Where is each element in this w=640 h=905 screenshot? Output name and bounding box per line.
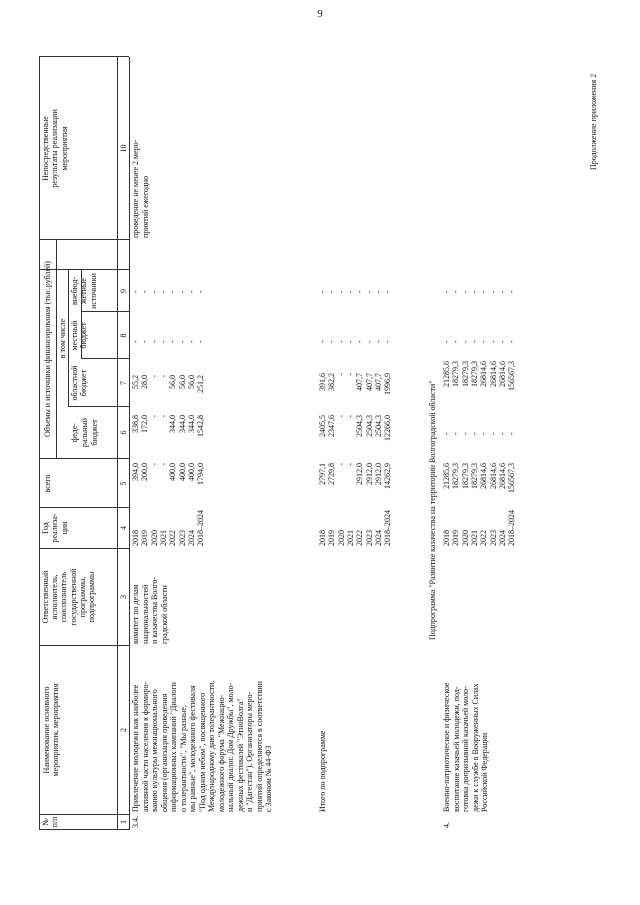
- local-values: - - - - - - - -: [131, 340, 206, 343]
- col-number: 9: [119, 289, 128, 293]
- offbudget-values: - - - - - - - -: [318, 290, 393, 293]
- header-offbudget: внебюд- жетные источники: [70, 273, 98, 309]
- header-federal: феде- ральный бюджет: [70, 417, 99, 448]
- col-number: 4: [119, 526, 128, 530]
- col-number: 1: [119, 820, 128, 824]
- grid-line: [68, 270, 69, 407]
- total-values: 2797,1 2729,8 - - 2912,0 2912,0 2912,0 14262,9: [318, 463, 393, 489]
- header-name: Наименование основного мероприятия, мероприятия: [42, 683, 61, 777]
- local-values: - - - - - - - -: [442, 340, 517, 343]
- header-including: в том числе: [58, 318, 67, 359]
- header-local: местный бюджет: [70, 320, 89, 351]
- header-funding: Объемы и источники финансирования (тыс.рублей): [43, 261, 52, 437]
- row-number: 4.: [442, 822, 451, 828]
- header-executor: Ответственный исполнитель, соисполнитель государственной программы, подпрограммы: [41, 568, 97, 626]
- col-number: 7: [119, 381, 128, 385]
- executor: комитет по делам национальностей и казачества Волго- градской области: [131, 577, 169, 644]
- header-no: № п/п: [41, 816, 60, 828]
- col-number: 8: [119, 333, 128, 338]
- years-list: 2018 2019 2020 2021 2022 2023 2024 2018–2024: [442, 510, 517, 546]
- regional-values: 55,2 28,0 - - 56,0 56,0 56,0 251,2: [131, 375, 206, 393]
- local-values: - - - - - - - -: [318, 340, 393, 343]
- federal-values: 338,8 172,0 - - 344,0 344,0 344,0 1542,8: [131, 415, 206, 437]
- regional-values: 391,6 382,2 - - 407,7 407,7 407,7 1996,9: [318, 373, 393, 395]
- years-list: 2018 2019 2020 2021 2022 2023 2024 2018–2024: [131, 510, 206, 546]
- grid-line: [56, 240, 57, 459]
- years-list: 2018 2019 2020 2021 2022 2023 2024 2018–2024: [318, 510, 393, 546]
- regional-values: 21285,6 18279,3 18279,3 18279,3 26814,6 26814,6 26814,6 156567,3: [442, 361, 517, 391]
- col-number: 2: [119, 728, 128, 732]
- col-number: 5: [119, 481, 128, 486]
- header-total: всего: [43, 474, 52, 493]
- row-number: 3.4.: [131, 816, 140, 828]
- total-values: 394,0 200,0 - - 400,0 400,0 400,0 1794,0: [131, 463, 206, 485]
- measure-name: Военно-патриотическое и физическое воспитание казачьей молодежи, под- готовка допризывной казачьей моло- дежи к службе в Вооруженных Силах Российской Федерации: [442, 682, 489, 812]
- measure-name: Привлечение молодежи как наиболее активной части населения к формиро- ванию культуры межнационального общения (организация проведения информационных кампаний "Диалоги о толерантности", "Мы разные, мы равные", молодежного фестиваля "Под одним небом", посвященного Международному дню толерантности, молодежного форума "Межнацио- нальный диалог. Дом Дружбы", моло- дежных фестивалей "ЭтноВолга" и "Дагестан"). Организаторы меро- приятий определяются в соответствии с Законом № 44-ФЗ: [131, 680, 273, 812]
- col-number: 6: [119, 430, 128, 435]
- header-results: Непосредственные результаты реализации мероприятия: [41, 109, 69, 188]
- col-number: 10: [119, 144, 128, 153]
- subprogram-total-label: Итого по подпрограмме: [318, 730, 327, 812]
- header-regional: областной бюджет: [70, 365, 89, 401]
- subprogram-title: Подпрограмма "Развитие казачества на территории Волгоградской области": [428, 380, 437, 640]
- grid-line: [39, 829, 129, 830]
- federal-values: - - - - - - - -: [442, 432, 517, 435]
- federal-values: 2405,5 2347,6 - - 2504,3 2504,3 2504,3 12266,0: [318, 415, 393, 441]
- offbudget-values: - - - - - - - -: [442, 290, 517, 293]
- grid-line: [117, 57, 118, 830]
- offbudget-values: - - - - - - - -: [131, 290, 206, 293]
- page-number: 9: [317, 8, 323, 20]
- grid-line: [129, 57, 130, 830]
- grid-line: [39, 57, 40, 830]
- col-number: 3: [119, 595, 128, 599]
- total-values: 21285,6 18279,3 18279,3 18279,3 26814,6 26814,6 26814,6 156567,3: [442, 463, 517, 493]
- continuation-note: Продолжение приложения 2: [589, 73, 598, 170]
- results-text: проведение не менее 2 меро- приятий ежегодно: [131, 139, 150, 238]
- header-year: Год реализа- ции: [41, 513, 69, 543]
- grid-line: [39, 458, 129, 459]
